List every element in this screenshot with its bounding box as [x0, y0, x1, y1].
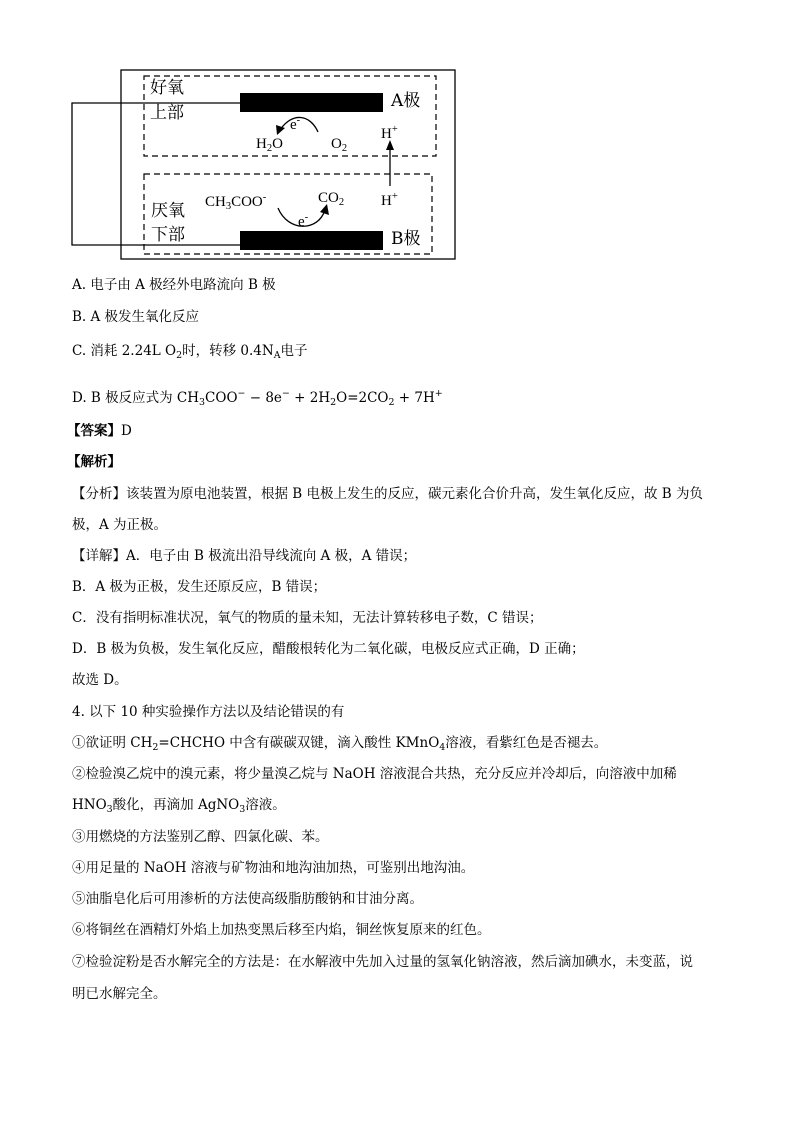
option-c: C. 消耗 2.24L $O_2$时，转移 $0.4N_A$电子 — [72, 343, 308, 361]
detail-line-c: C．没有指明标准状况，氧气的物质的量未知，无法计算转移电子数，C 错误； — [72, 610, 543, 626]
q4-item-2-line-1: ②检验溴乙烷中的溴元素，将少量溴乙烷与 NaOH 溶液混合共热，充分反应并冷却后，向溶液中加稀 — [72, 766, 677, 782]
answer-line — [67, 422, 132, 440]
q4-item-3: ③用燃烧的方法鉴别乙醇、四氯化碳、苯。 — [72, 829, 329, 845]
option-b: B. A 极发生氧化反应 — [72, 309, 200, 325]
h2o-label: $H_2O$ — [256, 136, 283, 154]
question-4-title: 4. 以下 10 种实验操作方法以及结论错误的有 — [72, 704, 345, 720]
electrode-a-plate — [240, 93, 383, 112]
top-label-1: 好氧 — [150, 78, 184, 98]
h-plus-top-label: H+ — [381, 124, 398, 142]
detail-line-b: B．A 极为正极，发生还原反应，B 错误； — [72, 579, 327, 595]
q4-item-4: ④用足量的 NaOH 溶液与矿物油和地沟油加热，可鉴别出地沟油。 — [72, 860, 475, 876]
detail-choose: 故选 D。 — [72, 672, 128, 688]
option-d: D. B 极反应式为 $CH_3COO^- - 8e^- + 2H_2O=2CO_2 + 7H^+$ — [72, 388, 443, 408]
h-plus-bottom-label: H+ — [381, 191, 398, 209]
detail-head: 【详解】 — [72, 548, 126, 564]
q4-item-6: ⑥将铜丝在酒精灯外焰上加热变黑后移至内焰，铜丝恢复原来的红色。 — [72, 922, 491, 938]
electrode-b-plate — [240, 231, 383, 250]
electrode-b-label: B极 — [391, 229, 421, 249]
analysis-head: 【分析】 — [72, 486, 126, 502]
answer-label: 【答案】 — [67, 423, 121, 439]
analysis-label: 【解析】 — [67, 454, 121, 470]
top-label-2: 上部 — [150, 103, 184, 123]
o2-label: $O_2$ — [331, 136, 348, 154]
detail-line-d: D．B 极为负极，发生氧化反应，醋酸根转化为二氧化碳，电极反应式正确，D 正确； — [72, 641, 585, 657]
bottom-label-2: 下部 — [151, 225, 185, 245]
bottom-label-1: 厌氧 — [151, 201, 185, 221]
electrode-a-label: A极 — [391, 91, 421, 111]
answer-value: D — [121, 423, 132, 439]
q4-item-1: ①欲证明 $CH_2=CHCHO$ 中含有碳碳双键，滴入酸性 KMnO$_4$溶液，看紫红色是否褪去。 — [72, 735, 608, 753]
q4-item-5: ⑤油脂皂化后可用渗析的方法使高级脂肪酸钠和甘油分离。 — [72, 891, 423, 907]
q4-item-7-line-2: 明已水解完全。 — [72, 986, 167, 1002]
co2-label: $CO_2$ — [318, 190, 345, 208]
q4-item-2-line-2: $HNO_3$酸化，再滴加 AgNO$_3$溶液。 — [72, 797, 286, 815]
top-arrowhead — [276, 125, 285, 135]
acetate-label: $CH_3COO^-$ — [205, 192, 267, 212]
analysis-line-2: 极，A 为正极。 — [72, 517, 168, 533]
analysis-line-1: 【分析】该装置为原电池装置，根据 B 电极上发生的反应，碳元素化合价升高，发生氧化反应，故 B 为负 — [72, 486, 704, 502]
q4-item-7-line-1: ⑦检验淀粉是否水解完全的方法是：在水解液中先加入过量的氢氧化钠溶液，然后滴加碘水，未变蓝，说 — [72, 954, 693, 970]
bottom-electron-label: e- — [298, 212, 309, 230]
detail-line-a: 【详解】A．电子由 B 极流出沿导线流向 A 极，A 错误； — [72, 548, 417, 564]
option-a: A. 电子由 A 极经外电路流向 B 极 — [72, 277, 276, 293]
top-electron-label: e- — [290, 115, 301, 133]
